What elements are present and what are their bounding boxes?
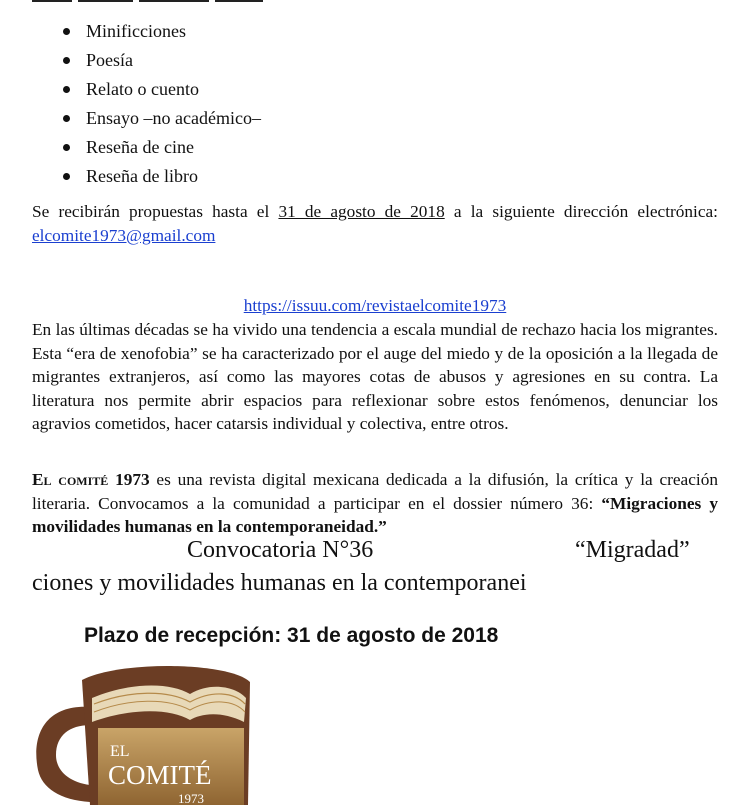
intro-paragraph: En las últimas décadas se ha vivido una tendencia a escala mundial de rechazo hacia los migrantes. Esta “era de xenofobia” se ha caracterizado por el auge del miedo y de la oposición a la llegada de migrantes extranjeros, así como las mayores cotas de abusos y agresiones en su contra. La literatura nos permite abrir espacios para reflexionar sobre estos fenómenos, denunciar los agravios cometidos, hacer catarsis individual y colectiva, entre otros. [32, 320, 718, 434]
cropped-text-line [32, 0, 332, 3]
logo-text-year: 1973 [178, 791, 204, 805]
bullet-icon [63, 115, 70, 122]
revista-paragraph: El comité 1973 es una revista digital mexicana dedicada a la difusión, la crítica y la creación literaria. Convocamos a la comunidad a participar en el dossier número 36: “Migraciones y movilidades humanas en la contemporaneidad.” [32, 470, 718, 537]
list-item: Reseña de libro [58, 162, 261, 191]
bullet-icon [63, 144, 70, 151]
bullet-icon [63, 57, 70, 64]
list-item: Poesía [58, 46, 261, 75]
logo-text-comite: COMITÉ [108, 760, 212, 790]
bullet-icon [63, 86, 70, 93]
subtitle-fragment: ciones y movilidades humanas en la contemporanei [32, 570, 527, 596]
genre-list [58, 17, 261, 191]
deadline-paragraph: Se recibirán propuestas hasta el 31 de agosto de 2018 a la siguiente dirección electrónica: elcomite1973@gmail.com [32, 202, 718, 245]
revista-name: El comité 1973 [32, 470, 150, 489]
list-item: Relato o cuento [58, 75, 261, 104]
plazo-heading: Plazo de recepción: 31 de agosto de 2018 [84, 624, 499, 647]
deadline-date: 31 de agosto de 2018 [278, 202, 445, 221]
logo-text-el: EL [110, 743, 130, 760]
migradad-heading: “Migradad” [575, 537, 690, 563]
convocatoria-heading: Convocatoria N°36 [187, 537, 374, 563]
issuu-link[interactable]: https://issuu.com/revistaelcomite1973 [243, 296, 507, 315]
list-item: Reseña de cine [58, 133, 261, 162]
bullet-icon [63, 28, 70, 35]
list-item: Minificciones [58, 17, 261, 46]
bullet-icon [63, 173, 70, 180]
el-comite-logo [30, 660, 252, 805]
list-item: Ensayo –no académico– [58, 104, 261, 133]
dossier-title: “Migraciones y movilidades humanas en la contemporaneidad.” [32, 493, 718, 537]
email-link[interactable]: elcomite1973@gmail.com [32, 225, 216, 245]
